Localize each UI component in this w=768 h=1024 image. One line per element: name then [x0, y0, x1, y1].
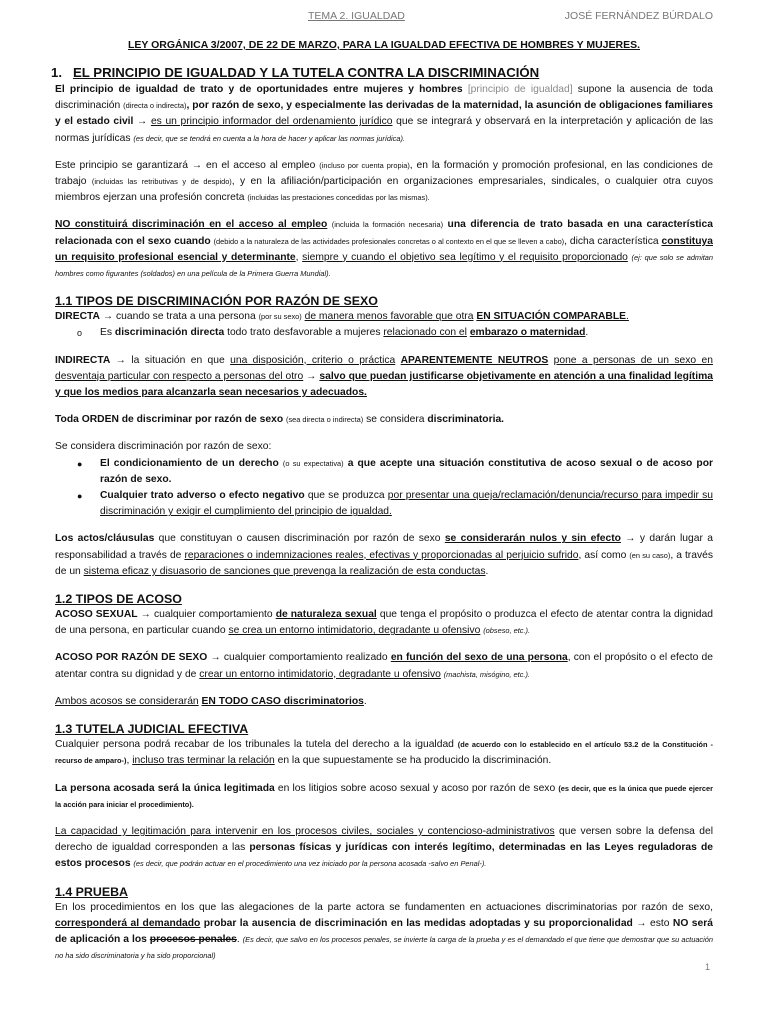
paragraph-directa: DIRECTA → cuando se trata a una persona (por su sexo) de manera menos favorable que otra EN SITUACIÓN COMPARABLE. — [55, 311, 629, 323]
document-body — [51, 64, 714, 964]
section-1-3-heading: 1.3 TUTELA JUDICIAL EFECTIVA — [55, 722, 249, 737]
paragraph-tutela: Cualquier persona podrá recabar de los tribunales la tutela del derecho a la igualdad (de acuerdo con lo establecido en el artículo 53.2 de la Constitución - recurso de amparo-), incluso tras terminar la relación en la que supuestamente se ha producido la discriminación. — [55, 739, 713, 767]
paragraph-actos: Los actos/cláusulas que constituyan o causen discriminación por razón de sexo se considerarán nulos y sin efecto → y darán lugar a responsabilidad a través de reparaciones o indemnizaciones reales, efectivas y proporcionadas al perjuicio sufrido, así como (en su caso), a través de un sistema eficaz y disuasorio de sanciones que prevenga la realización de esta conductas. — [55, 533, 713, 577]
paragraph-ambos: Ambos acosos se considerarán EN TODO CASO discriminatorios. — [55, 695, 367, 707]
paragraph-exception: NO constituirá discriminación en el acceso al empleo (incluida la formación necesaria) una diferencia de trato basada en una característica relacionada con el sexo cuando (debido a la naturaleza de las actividades profesionales concretas o al contexto en el que se lleven a cabo), dicha característica constituya un requisito profesional esencial y determinante, siempre y cuando el objetivo sea legítimo y el requisito proporcionado (ej: que solo se admitan hombres como figurantes (soldados) en una película de la Primera Guerra Mundial). — [55, 219, 714, 279]
paragraph-guarantee: Este principio se garantizará → en el acceso al empleo (incluso por cuenta propia), en la formación y promoción profesional, en las condiciones de trabajo (incluidas las retributivas y de despido), y en la afiliación/participación en organizaciones empresariales, sindicales, o cualquier otra cuyos miembros ejerzan una profesión concreta (incluidas las prestaciones concedidas por las mismas). — [55, 159, 713, 204]
paragraph-principle: El principio de igualdad de trato y de oportunidades entre mujeres y hombres [principio de igualdad] supone la ausencia de toda discriminación (directa o indirecta), por razón de sexo, y especialmente las derivadas de la maternidad, la asunción de obligaciones familiares y el estado civil → es un principio informador del ordenamiento jurídico que se integrará y observará en la interpretación y aplicación de las normas jurídicas (es decir, que se tendrá en cuenta a la hora de hacer y aplicar las normas jurídica). — [55, 84, 713, 144]
bullet-icon: ● — [77, 491, 83, 502]
paragraph-capacidad: La capacidad y legitimación para intervenir en los procesos civiles, sociales y contencioso-administrativos que versen sobre la defensa del derecho de igualdad corresponden a las personas físicas y jurídicas con interés legítimo, determinadas en las Leyes reguladoras de estos procesos (es decir, que podrán actuar en el procedimiento una vez iniciado por la persona acosada -salvo en Penal-). — [55, 825, 713, 870]
section-1-1-heading: 1.1 TIPOS DE DISCRIMINACIÓN POR RAZÓN DE SEXO — [55, 294, 378, 309]
section-1-2-heading: 1.2 TIPOS DE ACOSO — [55, 592, 182, 607]
paragraph-indirecta: INDIRECTA → la situación en que una disposición, criterio o práctica APARENTEMENTE NEUTROS pone a personas de un sexo en desventaja particular con respecto a personas del otro → salvo que puedan justificarse objetivamente en atención a una finalidad legítima y que los medios para alcanzarla sean necesarios y adecuados. — [55, 354, 713, 399]
list-item-condition: ● El condicionamiento de un derecho (o su expectativa) a que acepte una situación constitutiva de acoso sexual o de acoso por razón de sexo. — [77, 457, 713, 485]
paragraph-prueba: En los procedimientos en los que las alegaciones de la parte actora se fundamenten en actuaciones discriminatorias por razón de sexo, corresponderá al demandado probar la ausencia de discriminación en las medidas adoptadas y su proporcionalidad → esto NO será de aplicación a los procesos penales. (Es decir, que salvo en los procesos penales, se invierte la carga de la prueba y es el demandado el que tiene que demostrar que su actuación no ha sido discriminatoria y ha sido proporcional) — [55, 901, 713, 961]
paragraph-intro-list: Se considera discriminación por razón de sexo: — [55, 441, 272, 453]
bullet-icon: ● — [77, 458, 83, 469]
list-item-adverse: ● Cualquier trato adverso o efecto negativo que se produzca por presentar una queja/reclamación/denuncia/recurso para impedir su discriminación y exigir el cumplimiento del principio de igualdad. — [77, 490, 713, 518]
section-1-4-heading: 1.4 PRUEBA — [55, 884, 128, 899]
paragraph-orden: Toda ORDEN de discriminar por razón de sexo (sea directa o indirecta) se considera discriminatoria. — [55, 414, 505, 426]
paragraph-acoso-sexual: ACOSO SEXUAL → cualquier comportamiento de naturaleza sexual que tenga el propósito o produzca el efecto de atentar contra la dignidad de una persona, en particular cuando se crea un entorno intimidatorio, degradante u ofensivo (obseso, etc.). — [55, 609, 713, 637]
paragraph-legitimada: La persona acosada será la única legitimada en los litigios sobre acoso sexual y acoso por razón de sexo (es decir, que es la única que puede ejercer la acción para iniciar el procedimiento). — [55, 782, 713, 809]
section-1-heading: 1. EL PRINCIPIO DE IGUALDAD Y LA TUTELA CONTRA LA DISCRIMINACIÓN — [51, 65, 540, 80]
list-item-maternity: o Es discriminación directa todo trato desfavorable a mujeres relacionado con el embarazo o maternidad. — [55, 325, 713, 341]
header-topic: TEMA 2. IGUALDAD — [308, 10, 405, 22]
paragraph-acoso-razon-sexo: ACOSO POR RAZÓN DE SEXO → cualquier comportamiento realizado en función del sexo de una persona, con el propósito o el efecto de atentar contra su dignidad y de crear un entorno intimidatorio, degradante u ofensivo (machista, misógino, etc.). — [55, 652, 713, 680]
law-title: LEY ORGÁNICA 3/2007, DE 22 DE MARZO, PARA LA IGUALDAD EFECTIVA DE HOMBRES Y MUJERES. — [127, 39, 641, 51]
header-author: JOSÉ FERNÁNDEZ BÚRDALO — [564, 10, 713, 22]
page-number: 1 — [704, 962, 710, 972]
circle-bullet-icon: o — [77, 328, 83, 339]
